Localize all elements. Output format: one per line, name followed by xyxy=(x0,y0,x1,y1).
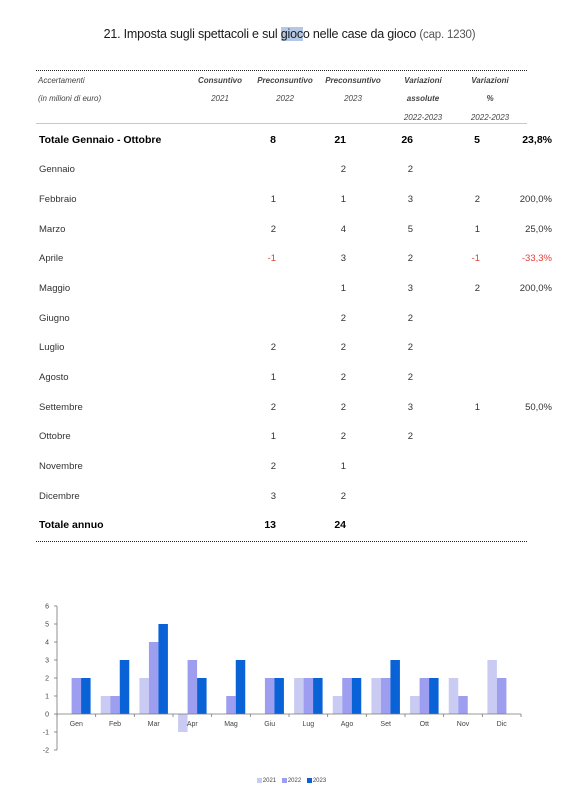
bar-mar-2022 xyxy=(149,642,159,714)
bar-gen-2022 xyxy=(72,678,82,714)
table-row: Novembre 2 1 xyxy=(39,461,346,472)
header-unit: (in milioni di euro) xyxy=(38,94,102,103)
bar-ott-2023 xyxy=(429,678,439,714)
y-tick-label: 5 xyxy=(45,621,49,629)
header-col-2023-year: 2023 xyxy=(344,94,362,103)
bar-feb-2021 xyxy=(101,696,111,714)
bar-apr-2023 xyxy=(197,678,207,714)
bar-nov-2021 xyxy=(449,678,459,714)
bar-ago-2022 xyxy=(342,678,352,714)
bar-lug-2023 xyxy=(313,678,323,714)
bar-nov-2022 xyxy=(458,696,468,714)
bar-mag-2023 xyxy=(236,660,246,714)
x-tick-label: Apr xyxy=(186,721,198,728)
header-var-abs-label: Variazioni xyxy=(404,76,442,85)
y-tick-label: -2 xyxy=(42,747,49,755)
legend-label-2022: 2022 xyxy=(287,778,302,785)
bar-dic-2022 xyxy=(497,678,507,714)
y-tick-label: 4 xyxy=(45,639,49,647)
legend-label-2021: 2021 xyxy=(262,778,277,785)
bar-feb-2022 xyxy=(110,696,120,714)
bar-gen-2023 xyxy=(81,678,91,714)
bar-ago-2023 xyxy=(352,678,362,714)
legend-swatch-2021 xyxy=(257,778,262,783)
x-tick-label: Mag xyxy=(224,721,238,728)
table-row: Febbraio 1 1 3 2 200,0% xyxy=(39,194,552,205)
x-tick-label: Dic xyxy=(496,721,507,728)
bar-set-2021 xyxy=(371,678,381,714)
chart-legend xyxy=(0,778,579,784)
bar-set-2023 xyxy=(390,660,400,714)
x-tick-label: Gen xyxy=(69,721,83,728)
y-tick-label: 6 xyxy=(45,603,49,611)
bar-apr-2022 xyxy=(188,660,198,714)
header-col-2023-label: Preconsuntivo xyxy=(325,76,381,85)
table-row: Giugno 2 2 xyxy=(39,313,413,324)
legend-swatch-2023 xyxy=(307,778,312,783)
legend-swatch-2022 xyxy=(282,778,287,783)
header-col-2022-year: 2022 xyxy=(276,94,294,103)
header-var-abs-period: 2022-2023 xyxy=(403,113,443,122)
table-row: Ottobre 1 2 2 xyxy=(39,431,413,442)
header-col-2021-label: Consuntivo xyxy=(198,76,242,85)
legend-label-2023: 2023 xyxy=(312,778,327,785)
bar-dic-2021 xyxy=(487,660,497,714)
y-tick-label: 0 xyxy=(45,711,49,719)
x-tick-label: Feb xyxy=(108,721,122,728)
header-separator xyxy=(36,123,527,124)
y-tick-label: -1 xyxy=(42,729,49,737)
x-tick-label: Ott xyxy=(419,721,430,728)
table-row: Agosto 1 2 2 xyxy=(39,372,413,383)
bar-ago-2021 xyxy=(333,696,343,714)
bar-ott-2022 xyxy=(420,678,430,714)
bar-giu-2022 xyxy=(265,678,275,714)
table-row: Marzo 2 4 5 1 25,0% xyxy=(39,224,552,235)
table-row: Maggio 1 3 2 200,0% xyxy=(39,283,552,294)
x-tick-label: Giu xyxy=(264,721,276,728)
y-tick-label: 2 xyxy=(45,675,49,683)
bottom-dotted-rule xyxy=(36,541,527,542)
header-var-pct-label: Variazioni xyxy=(471,76,509,85)
table-title: 21. Imposta sugli spettacoli e sul gioco nelle case da gioco (cap. 1230) xyxy=(103,27,476,41)
bar-feb-2023 xyxy=(120,660,130,714)
header-var-pct-sub: % xyxy=(486,94,494,103)
header-var-abs-sub: assolute xyxy=(406,94,440,103)
header-var-pct-period: 2022-2023 xyxy=(470,113,510,122)
bar-mag-2022 xyxy=(226,696,236,714)
table-row: Settembre 2 2 3 1 50,0% xyxy=(39,402,552,413)
table-row: Aprile -1 3 2 -1 -33,3% xyxy=(39,253,552,264)
header-col-2021-year: 2021 xyxy=(211,94,229,103)
header-col-2022-label: Preconsuntivo xyxy=(257,76,313,85)
bar-mar-2023 xyxy=(158,624,168,714)
bar-set-2022 xyxy=(381,678,391,714)
table-row: Dicembre 3 2 xyxy=(39,491,346,502)
y-tick-label: 3 xyxy=(45,657,49,665)
table-row: Gennaio 2 2 xyxy=(39,164,413,175)
top-dotted-rule xyxy=(36,70,527,71)
header-accertamenti: Accertamenti xyxy=(38,76,85,85)
table-row-totale-gen-ott: Totale Gennaio - Ottobre 8 21 26 5 23,8% xyxy=(39,134,552,146)
bar-giu-2023 xyxy=(274,678,284,714)
x-tick-label: Lug xyxy=(302,721,315,728)
bar-lug-2021 xyxy=(294,678,304,714)
bar-mar-2021 xyxy=(139,678,149,714)
table-row-totale-annuo: Totale annuo 13 24 xyxy=(39,519,346,531)
bar-ott-2021 xyxy=(410,696,420,714)
x-tick-label: Nov xyxy=(456,721,470,728)
bar-lug-2022 xyxy=(304,678,314,714)
x-tick-label: Mar xyxy=(147,721,160,728)
y-tick-label: 1 xyxy=(45,693,49,701)
x-tick-label: Set xyxy=(380,721,391,728)
table-row: Luglio 2 2 2 xyxy=(39,342,413,353)
x-tick-label: Ago xyxy=(340,721,354,728)
bar-chart xyxy=(0,590,579,770)
